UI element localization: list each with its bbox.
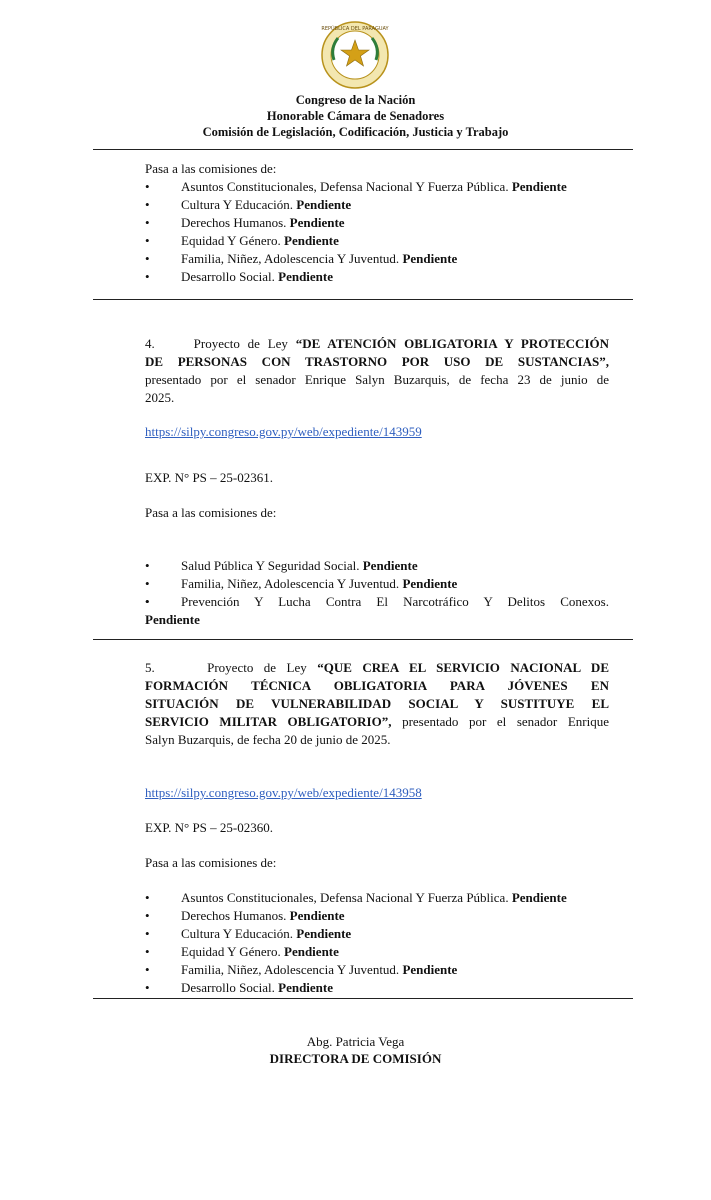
exp-number: EXP. N° PS – 25-02360. — [145, 820, 273, 835]
signature-name: Abg. Patricia Vega — [306, 1034, 405, 1049]
header-commission: Comisión de Legislación, Codificación, Justicia y Trabajo — [202, 125, 509, 139]
project-4-description: 4. Proyecto de Ley “DE ATENCIÓN OBLIGATORIA Y PROTECCIÓN DE PERSONAS CON TRASTORNO POR USO DE SUSTANCIAS”, presentado por el senador Enrique Salyn Buzarquis, de fecha 23 de junio de 2025. — [145, 336, 609, 405]
section-top — [145, 160, 609, 286]
list-item: • Derechos Humanos. Pendiente — [145, 214, 609, 232]
list-item: • Derechos Humanos. Pendiente — [145, 907, 609, 925]
section-divider — [93, 299, 633, 300]
project-5-description: 5. Proyecto de Ley “QUE CREA EL SERVICIO NACIONAL DE FORMACIÓN TÉCNICA OBLIGATORIA PARA JÓVENES EN SITUACIÓN DE VULNERABILIDAD SOCIAL Y SUSTITUYE EL SERVICIO MILITAR OBLIGATORIO”, presentado por el senador Enrique Salyn Buzarquis, de fecha 20 de junio de 2025. — [145, 660, 610, 747]
list-item: • Familia, Niñez, Adolescencia Y Juventud. Pendiente — [145, 961, 609, 979]
commissions-intro: Pasa a las comisiones de: — [145, 855, 277, 870]
list-item: • Desarrollo Social. Pendiente — [145, 268, 609, 286]
exp-number: EXP. N° PS – 25-02361. — [145, 470, 273, 485]
signature-role: DIRECTORA DE COMISIÓN — [269, 1051, 442, 1066]
list-item: • Familia, Niñez, Adolescencia Y Juventud. Pendiente — [145, 250, 609, 268]
header-divider — [93, 149, 633, 150]
list-item: • • Prevención Y Lucha Contra El Narcotráfico Y Delitos Conexos. Pendiente — [145, 593, 609, 629]
header-congress: Congreso de la Nación — [295, 93, 416, 107]
list-item: • Cultura Y Educación. Pendiente — [145, 196, 609, 214]
project-4 — [145, 335, 609, 629]
commission-list — [145, 557, 609, 629]
list-item: • Asuntos Constitucionales, Defensa Nacional Y Fuerza Pública. Pendiente — [145, 178, 609, 196]
list-item: • Equidad Y Género. Pendiente — [145, 232, 609, 250]
paraguay-seal-logo — [320, 20, 390, 90]
expediente-link[interactable]: https://silpy.congreso.gov.py/web/expediente/143958 — [145, 785, 422, 800]
expediente-link[interactable]: https://silpy.congreso.gov.py/web/expediente/143959 — [145, 424, 422, 439]
section-divider — [93, 998, 633, 999]
svg-text:REPÚBLICA DEL PARAGUAY: REPÚBLICA DEL PARAGUAY — [321, 26, 389, 32]
commission-list — [145, 178, 609, 286]
list-item: • Cultura Y Educación. Pendiente — [145, 925, 609, 943]
project-5 — [145, 659, 609, 997]
list-item: • Asuntos Constitucionales, Defensa Nacional Y Fuerza Pública. Pendiente — [145, 889, 609, 907]
header-senate: Honorable Cámara de Senadores — [266, 109, 445, 123]
list-item: • Salud Pública Y Seguridad Social. Pendiente — [145, 557, 609, 575]
section-divider — [93, 639, 633, 640]
list-item: • Familia, Niñez, Adolescencia Y Juventud. Pendiente — [145, 575, 609, 593]
commissions-intro: Pasa a las comisiones de: — [145, 161, 277, 176]
list-item: • Equidad Y Género. Pendiente — [145, 943, 609, 961]
document-header — [0, 92, 711, 140]
commission-list — [145, 889, 609, 997]
list-item: • Desarrollo Social. Pendiente — [145, 979, 609, 997]
commissions-intro: Pasa a las comisiones de: — [145, 505, 277, 520]
